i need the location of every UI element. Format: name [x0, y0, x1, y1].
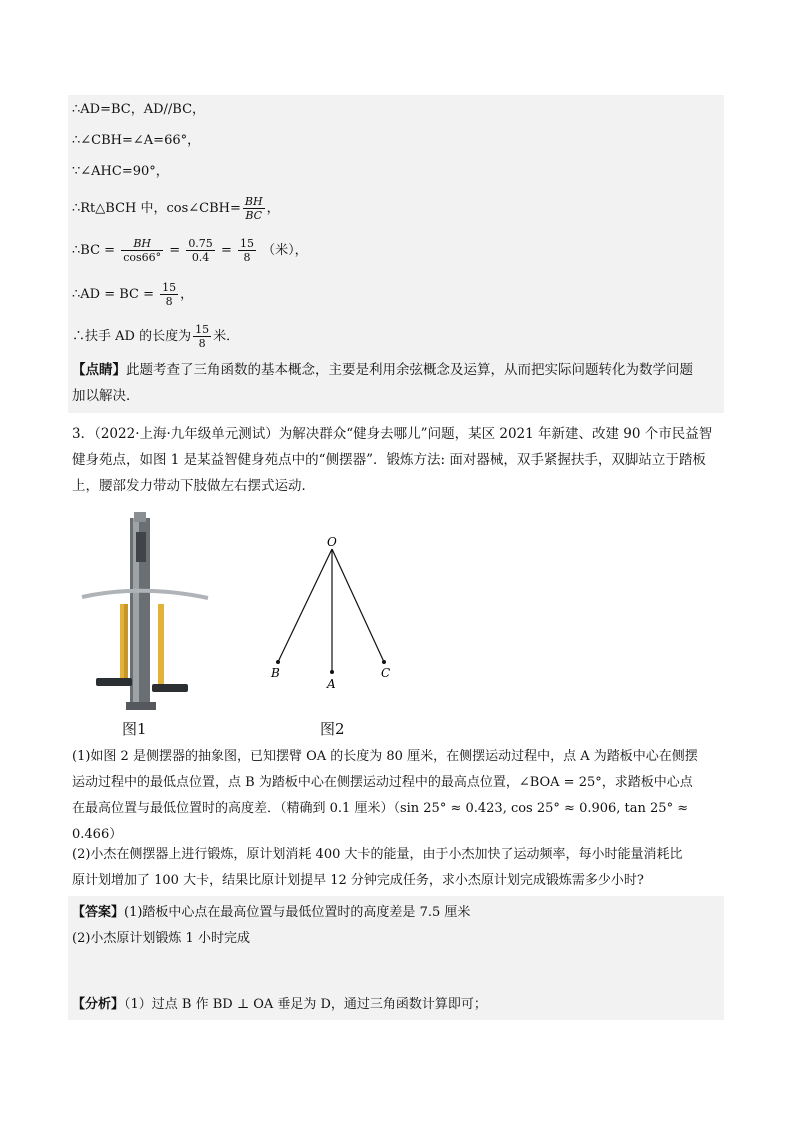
question-2-line-1: (2)小杰在侧摆器上进行锻炼，原计划消耗 400 大卡的能量，由于小杰加快了运动频率，每小时能量消耗比: [72, 847, 683, 862]
problem-intro-line-2: 健身苑点，如图 1 是某益智健身苑点中的“侧摆器”．锻炼方法: 面对器械，双手紧握扶手，双脚站立于踏板: [72, 452, 706, 468]
question-1-line-2: 运动过程中的最低点位置，点 B 为踏板中心在侧摆运动过程中的最高点位置，∠BOA = 25°，求踏板中心点: [72, 775, 693, 790]
analysis-tag: 【分析】: [72, 997, 125, 1012]
figure-1-equipment-image: [72, 512, 214, 712]
solution-line-5: [72, 237, 308, 264]
fraction-denominator: cos66°: [123, 251, 162, 264]
segment-oc: [332, 549, 384, 662]
fraction-denominator: 8: [165, 295, 173, 308]
solution-line-6-end: ，: [180, 287, 194, 302]
answer-2: (2)小杰原计划锻炼 1 小时完成: [72, 931, 250, 946]
solution-line-2: ∴∠CBH=∠A=66°，: [72, 133, 201, 148]
solution-line-6: [72, 281, 193, 308]
fraction-15-8: [160, 281, 178, 308]
point-c: [382, 660, 386, 664]
unit-text: （米），: [262, 243, 308, 258]
point-a: [330, 670, 334, 674]
problem-intro: [72, 421, 722, 499]
solution-line-7: [72, 323, 239, 350]
answer-1: (1)踏板中心点在最高位置与最低位置时的高度差是 7.5 厘米: [124, 905, 471, 920]
dianjing-tag: 【点睛】: [72, 362, 126, 378]
problem-intro-line-1: 3．（2022·上海·九年级单元测试）为解决群众“健身去哪儿”问题，某区 2021 年新建、改建 90 个市民益智: [72, 426, 713, 442]
analysis-text: （1）过点 B 作 BD ⊥ OA 垂足为 D，通过三角函数计算即可；: [124, 997, 487, 1012]
answer-tag: 【答案】: [72, 905, 125, 920]
fraction-numerator: 15: [195, 323, 210, 336]
dianjing-text-2: 加以解决．: [72, 388, 140, 404]
label-a: A: [327, 677, 336, 691]
fraction-numerator: BH: [244, 195, 263, 208]
question-1: [72, 744, 722, 848]
point-b: [276, 660, 280, 664]
figure-2-caption: 图2: [320, 720, 345, 738]
fraction-denominator: BC: [245, 209, 263, 222]
solution-line-6-text: ∴AD = BC =: [72, 287, 155, 302]
figure-1-caption: 图1: [122, 720, 147, 738]
question-2: [72, 842, 722, 894]
question-2-line-2: 原计划增加了 100 大卡，结果比原计划提早 12 分钟完成任务，求小杰原计划完成锻炼需多少小时?: [72, 873, 644, 888]
fraction-numerator: BH: [121, 237, 163, 251]
solution-line-1: ∴AD=BC，AD//BC，: [72, 102, 206, 117]
solution-line-7-text: ∴扶手 AD 的长度为: [72, 329, 192, 344]
dianjing-paragraph: [72, 357, 722, 409]
segment-ob: [278, 549, 332, 662]
equals-sign: =: [169, 243, 181, 258]
fraction-bh-cos66: [121, 237, 163, 264]
question-1-line-3: 在最高位置与最低位置时的高度差．（精确到 0.1 厘米）（sin 25° ≈ 0.423, cos 25° ≈ 0.906, tan 25° ≈ 0.466）: [72, 801, 689, 842]
figure-2-diagram: [260, 530, 410, 695]
solution-line-7-end: 米．: [213, 329, 240, 344]
solution-line-3: ∵∠AHC=90°，: [72, 164, 169, 179]
label-o: O: [327, 535, 337, 549]
answer-paragraph: [72, 900, 722, 952]
question-1-line-1: (1)如图 2 是侧摆器的抽象图，已知摆臂 OA 的长度为 80 厘米，在侧摆运动过程中，点 A 为踏板中心在侧摆: [72, 749, 698, 764]
solution-line-4: [72, 195, 280, 222]
fraction-denominator: 8: [198, 337, 206, 350]
fraction-numerator: 0.75: [188, 237, 213, 250]
fraction-numerator: 15: [162, 281, 177, 294]
equals-sign: =: [220, 243, 232, 258]
solution-line-5-text: ∴BC =: [72, 243, 116, 258]
dianjing-text: 此题考查了三角函数的基本概念，主要是利用余弦概念及运算，从而把实际问题转化为数学问题: [126, 362, 693, 378]
fraction-075-04: [186, 237, 215, 264]
fraction-15-8: [238, 237, 256, 264]
analysis-paragraph: [72, 992, 722, 1018]
fraction-numerator: 15: [240, 237, 254, 250]
fraction-bh-bc: [243, 195, 265, 222]
problem-intro-line-3: 上，腰部发力带动下肢做左右摆式运动．: [72, 478, 315, 494]
label-b: B: [271, 666, 280, 680]
label-c: C: [381, 666, 391, 680]
fraction-denominator: 8: [243, 251, 251, 264]
solution-line-4-text: ∴Rt△BCH 中，cos∠CBH=: [72, 201, 241, 216]
fraction-15-8: [193, 323, 211, 350]
fraction-denominator: 0.4: [191, 251, 210, 264]
solution-line-4-end: ，: [266, 201, 280, 216]
